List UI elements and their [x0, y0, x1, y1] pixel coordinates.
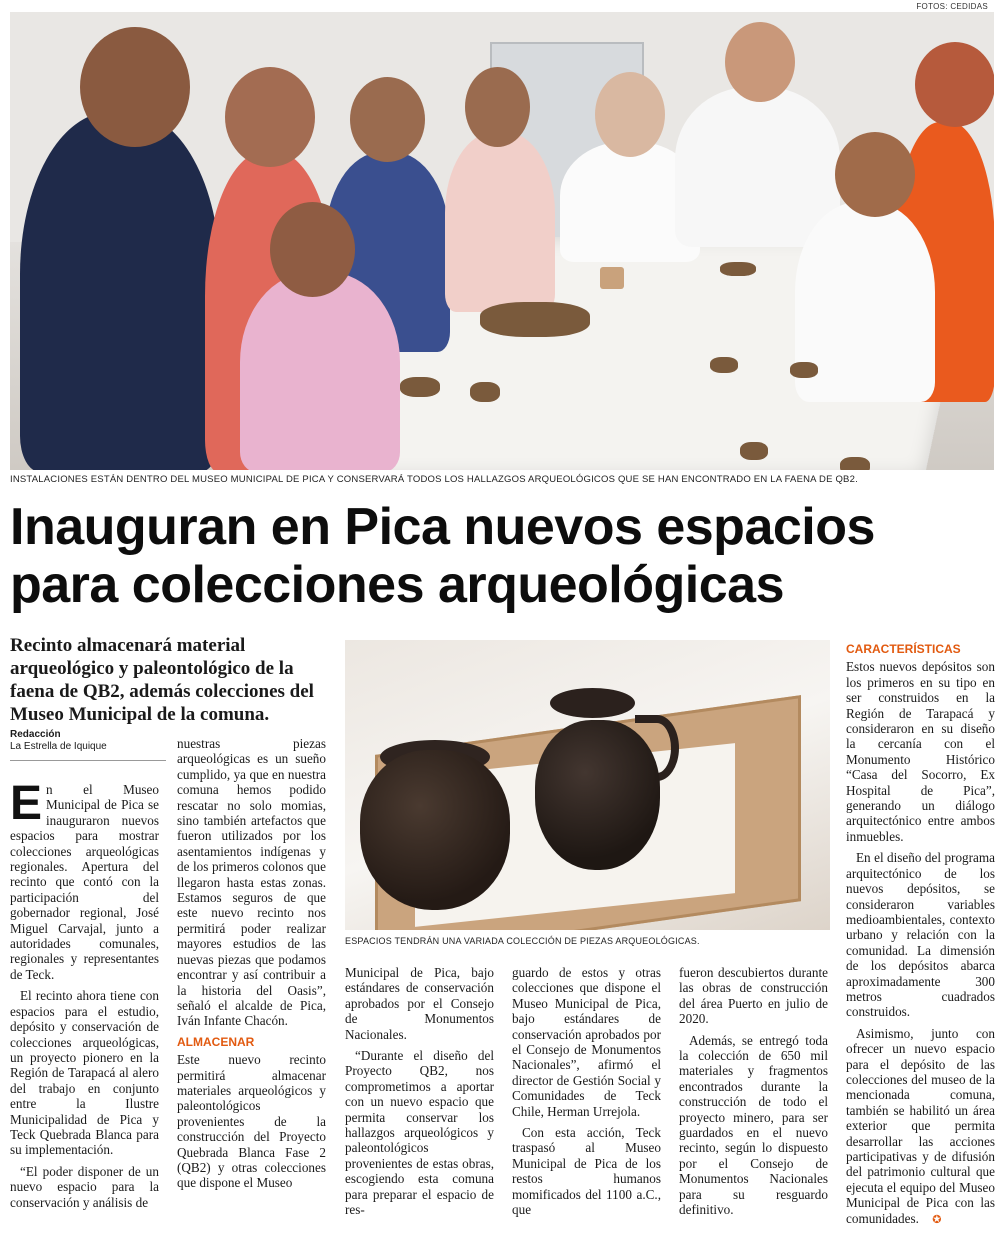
top-photo: [10, 12, 994, 470]
author-outlet: La Estrella de Iquique: [10, 741, 107, 752]
photo-person: [240, 272, 400, 470]
photo-jug: [535, 720, 660, 870]
photo-artifact: [720, 262, 756, 276]
paragraph-text: n el Museo Municipal de Pica se inauguraron nuevos espacios para mostrar colecciones arqueológicas regionales. Apertura del recinto que contó con la participación del gobernador regional, José Miguel Carvajal, junto a autoridades comunales, regionales y representantes de Teck.: [10, 782, 159, 982]
top-photo-caption: INSTALACIONES ESTÁN DENTRO DEL MUSEO MUNICIPAL DE PICA Y CONSERVARÁ TODOS LOS HALLAZGOS ARQUEOLÓGICOS QUE SE HAN ENCONTRADO EN LA FAENA DE QB2.: [10, 474, 858, 485]
mid-photo: [345, 640, 830, 930]
column-1: [10, 777, 159, 1216]
photo-artifact: [840, 457, 870, 470]
photo-artifact: [740, 442, 768, 460]
photo-pot: [360, 750, 510, 910]
photo-head: [835, 132, 915, 217]
column-6: [846, 642, 995, 1233]
subheadline: Recinto almacenará material arqueológico y paleontológico de la faena de QB2, además colecciones del Museo Municipal de la comuna.: [10, 635, 314, 725]
column-4: [512, 965, 661, 1224]
photo-artifact: [790, 362, 818, 378]
photo-jug-rim: [550, 688, 635, 718]
photo-head: [465, 67, 530, 147]
photo-person: [445, 132, 555, 312]
paragraph: En el diseño del programa arquitectónico de los nuevos depósitos, se consideraron variables medioambientales, contexto urbano y relación con la comunidad. La dimensión de los depósitos abarca aproximadamente 300 metros cuadrados construidos.: [846, 850, 995, 1020]
byline-divider: [10, 760, 166, 761]
paragraph: Municipal de Pica, bajo estándares de conservación aprobados por el Consejo de Monumentos Nacionales.: [345, 965, 494, 1042]
paragraph: [10, 777, 159, 982]
paragraph: Estos nuevos depósitos son los primeros en su tipo en ser construidos en la Región de Tarapacá y consideraron en su diseño la cercanía con el Monumento Histórico “Casa del Socorro, Ex Hospital de Pica”, generando un diálogo arquitectónico entre ambos inmuebles.: [846, 659, 995, 844]
mid-photo-caption: ESPACIOS TENDRÁN UNA VARIADA COLECCIÓN DE PIEZAS ARQUEOLÓGICAS.: [345, 936, 700, 946]
paragraph: “El poder disponer de un nuevo espacio para la conservación y análisis de: [10, 1163, 159, 1210]
paragraph-text: Asimismo, junto con ofrecer un nuevo espacio para el depósito de las colecciones del museo de la mencionada comuna, también se habilitó un área exterior que permita desarrollar las acciones participativas y de difusión del patrimonio cultural que ejecuta el equipo del Museo Municipal de Pica con las comunidades.: [846, 1025, 995, 1226]
headline-line-1: Inauguran en Pica nuevos espacios: [10, 498, 875, 556]
paragraph: “Durante el diseño del Proyecto QB2, nos comprometimos a aportar con un nuevo espacio que permita conservar los hallazgos arqueológicos y paleontológicos provenientes de estas obras, escogiendo esta comuna para preparar el espacio de res-: [345, 1048, 494, 1218]
photo-artifact: [400, 377, 440, 397]
photo-artifact: [470, 382, 500, 402]
photo-credit: FOTOS: CEDIDAS: [916, 2, 988, 11]
column-2: [177, 736, 326, 1197]
photo-artifact: [480, 302, 590, 337]
paragraph: fueron descubiertos durante las obras de construcción del área Puerto en julio de 2020.: [679, 965, 828, 1027]
photo-artifact: [600, 267, 624, 289]
photo-head: [80, 27, 190, 147]
drop-cap: E: [10, 777, 43, 830]
photo-head: [270, 202, 355, 297]
photo-head: [725, 22, 795, 102]
photo-head: [350, 77, 425, 162]
column-3: [345, 965, 494, 1224]
photo-person: [20, 112, 220, 470]
paragraph: nuestras piezas arqueológicas es un sueño cumplido, ya que en nuestra comuna hemos podido rescatar no solo momias, sino también artefactos que fueron utilizados por los asentamientos indígenas y de los primeros colonos que llegaron hasta estas zonas. Estamos seguros de que este nuevo recinto nos permitirá poder realizar mayores estudios de las nuevas piezas que podamos encontrar y así contribuir a la historia del Oasis”, señaló el alcalde de Pica, Iván Infante Chacón.: [177, 736, 326, 1029]
column-5: [679, 965, 828, 1224]
headline: [10, 498, 990, 614]
photo-person: [675, 87, 840, 247]
photo-head: [225, 67, 315, 167]
paragraph: Este nuevo recinto permitirá almacenar materiales arqueológicos y paleontológicos provenientes de la construcción del Proyecto Quebrada Blanca Fase 2 (QB2) y otras colecciones que dispone el Museo: [177, 1052, 326, 1191]
end-of-article-icon: ✪: [932, 1212, 942, 1226]
paragraph: Además, se entregó toda la colección de 650 mil materiales y fragmentos encontrados durante la construcción de todo el proyecto minero, para ser guardados en el nuevo recinto, según lo dispuesto por el Consejo de Monumentos Nacionales para su resguardo definitivo.: [679, 1032, 828, 1218]
photo-artifact: [710, 357, 738, 373]
photo-head: [595, 72, 665, 157]
author-name: Redacción: [10, 729, 61, 740]
paragraph: El recinto ahora tiene con espacios para el estudio, depósito y conservación de colecciones arqueológicas, un proyecto pionero en la Región de Tarapacá al alero del trabajo en conjunto entre la Ilustre Municipalidad de Pica y Teck Quebrada Blanca para su implementación.: [10, 988, 159, 1158]
headline-line-2: para colecciones arqueológicas: [10, 556, 784, 614]
photo-head: [915, 42, 994, 127]
paragraph: Con esta acción, Teck traspasó al Museo Municipal de Pica de los restos humanos momificados del 1100 a.C., que: [512, 1125, 661, 1218]
subsection-heading: CARACTERÍSTICAS: [846, 642, 961, 656]
paragraph: [846, 1026, 995, 1227]
subsection-heading: ALMACENAR: [177, 1034, 255, 1049]
paragraph: guardo de estos y otras colecciones que dispone el Museo Municipal de Pica, bajo estándares de conservación aprobados por el Consejo de Monumentos Nacionales”, afirmó el director de Gestión Social y Comunidades de Teck Chile, Herman Urrejola.: [512, 965, 661, 1119]
